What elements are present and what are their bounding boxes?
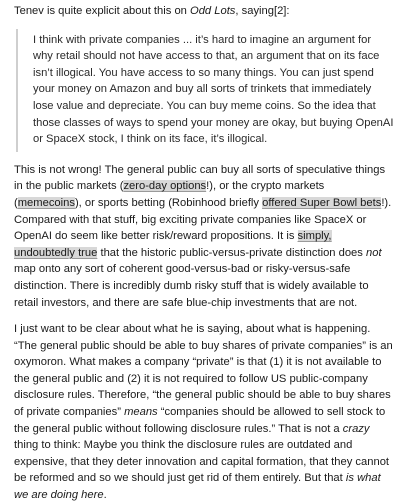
p3-text-b: “companies should be allowed to sell stock to the general public without following disclosure rules.” That is not a <box>14 406 386 435</box>
quote-text: I think with private companies ... it’s hard to imagine an argument for why retail should not have access to that, an argument that on its face isn’t illogical. You have access to so many things. You can just spend your money on Amazon and buy all sorts of trinkets that immediately lose value and depreciate. You can buy meme coins. So the idea that those classes of ways to spend your money are okay, but buying OpenAI or SpaceX stock, I think on its face, it’s illogical. <box>33 33 394 146</box>
p3-text-a: I just want to be clear about what he is saying, about what is happening. “The general public should be able to buy shares of private companies” is an oxymoron. What makes a company “private” is that (1) it is not available to the general public and (2) it is not required to follow US public-company disclosure rules. Therefore, “the general public should be able to buy shares of private companies” <box>14 323 393 419</box>
super-bowl-bets-link[interactable]: offered Super Bowl bets <box>262 196 382 209</box>
p2-text-e: that the historic public-versus-private distinction does <box>97 246 366 259</box>
p3-emphasis-what-we-are-doing: is what we are doing here <box>14 472 381 502</box>
p3-text-d: . <box>103 489 107 502</box>
p2-text-f: map onto any sort of coherent good-versus-bad or risky-versus-safe distinction. There is incredibly dumb risky stuff that is widely available to retail investors, and there are safe blue-chip investments that are not. <box>14 263 369 309</box>
simply-undoubtedly-true-link[interactable]: simply, undoubtedly true <box>14 230 332 259</box>
paragraph-3 <box>14 321 394 504</box>
intro-text-end: , saying[2]: <box>235 5 290 17</box>
p2-text-d: !). Compared with that stuff, big exciting private companies like SpaceX or OpenAI do seem like better risk/reward propositions. It is <box>14 196 392 243</box>
p2-text-c: ), or sports betting (Robinhood briefly <box>74 196 263 209</box>
p2-emphasis-not: not <box>366 246 382 259</box>
intro-text: Tenev is quite explicit about this on <box>14 5 190 17</box>
paragraph-2 <box>14 162 394 311</box>
zero-day-options-link[interactable]: zero-day options <box>123 180 207 193</box>
p2-text-a: This is not wrong! The general public can buy all sorts of speculative things in the public markets ( <box>14 163 386 193</box>
p3-emphasis-means: means <box>124 406 158 419</box>
intro-paragraph <box>14 0 394 20</box>
p2-text-b: !), or the crypto markets ( <box>14 180 325 209</box>
blockquote <box>16 29 394 152</box>
memecoins-link[interactable]: memecoins <box>17 196 75 209</box>
podcast-title: Odd Lots <box>190 5 236 17</box>
p3-text-c: thing to think: Maybe you think the disclosure rules are outdated and expensive, that they deter innovation and capital formation, that they cannot be reformed and so we should just get rid of them entirely. But that <box>14 439 390 485</box>
p3-emphasis-crazy: crazy <box>342 422 370 435</box>
